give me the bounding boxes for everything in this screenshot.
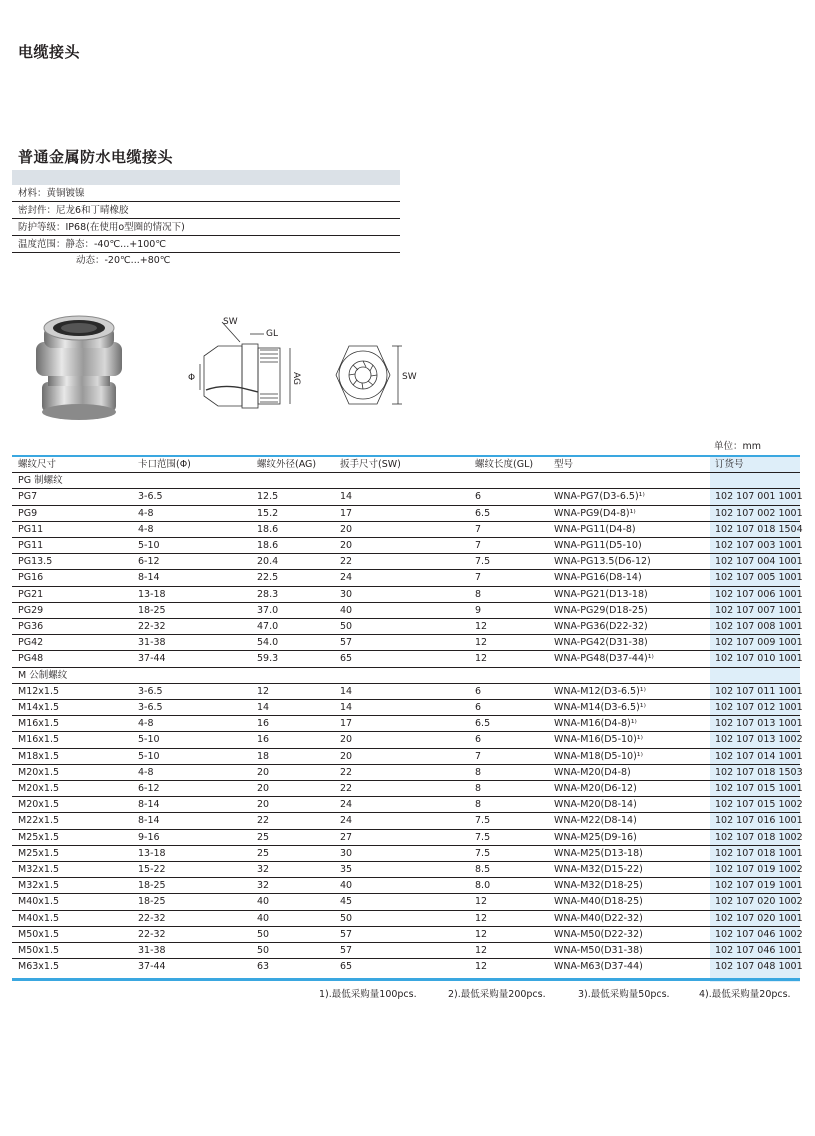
table-row [12,927,803,943]
table-cell: 102 107 018 1503 [715,766,803,778]
table-cell: 3-6.5 [138,685,163,697]
table-cell: 102 107 001 1001 [715,491,803,503]
table-cell: M25x1.5 [18,831,60,843]
table-cell: 14 [340,491,353,503]
table-cell: 22-32 [138,621,166,632]
table-cell: WNA-M16(D5-10)¹⁾ [554,734,643,746]
table-cell: 22.5 [257,572,279,584]
table-cell: 22 [340,556,353,568]
table-row [12,554,803,570]
table-cell: 卡口范围(Φ) [138,459,191,470]
table-cell: 18-25 [138,880,166,892]
table-cell: 20 [340,750,353,762]
table-cell: 20 [340,523,353,535]
table-cell: 37-44 [138,653,166,665]
table-row [12,635,803,651]
table-cell: 27 [340,831,353,843]
table-cell: 6 [475,685,482,697]
table-row [12,813,803,829]
table-cell: WNA-M18(D5-10)¹⁾ [554,750,643,762]
table-cell: 5-10 [138,750,160,762]
table-row [12,570,803,586]
table-cell: 8.5 [475,864,491,875]
table-cell: WNA-M22(D8-14) [554,815,637,827]
table-cell: 31-38 [138,637,166,649]
table-cell: 6.5 [475,718,491,730]
table-cell: 102 107 008 1001 [715,621,803,632]
table-cell: 102 107 002 1001 [715,507,803,519]
table-cell: 17 [340,718,353,730]
table-cell: 50 [340,912,353,924]
table-cell: 59.3 [257,653,279,665]
table-cell: WNA-PG42(D31-38) [554,637,648,649]
table-cell: 102 107 010 1001 [715,653,803,665]
table-cell: 型号 [554,459,574,470]
table-cell: 102 107 012 1001 [715,702,803,713]
cable-gland-photo [30,312,140,424]
table-row [12,587,803,603]
table-cell: 12 [475,653,488,665]
side-view-drawing [182,314,314,418]
table-cell: 螺纹外径(AG) [257,459,317,470]
spec-text: 密封件：尼龙6和丁晴橡胶 [18,205,129,216]
table-cell: 102 107 020 1001 [715,912,803,924]
table-cell: 40 [257,896,270,908]
table-cell: 12 [475,637,488,649]
table-cell: 40 [340,880,353,892]
table-cell: 螺纹尺寸 [18,459,57,470]
table-row [12,506,803,522]
table-cell: 8.0 [475,880,491,892]
table-cell: WNA-M40(D18-25) [554,896,643,908]
table-cell: 102 107 019 1002 [715,864,803,875]
table-cell: 102 107 016 1001 [715,815,803,827]
spec-text: 材料：黄铜镀镍 [18,188,85,199]
table-cell: 102 107 003 1001 [715,540,803,551]
label-gl: GL [266,329,278,339]
table-cell: 57 [340,928,353,940]
table-cell: M18x1.5 [18,750,60,762]
table-cell: 18.6 [257,540,279,551]
spec-protection [12,220,400,236]
table-cell: M32x1.5 [18,864,60,875]
unit-label: 单位：mm [714,441,762,452]
table-cell: M32x1.5 [18,880,60,892]
table-cell: 102 107 018 1001 [715,847,803,859]
table-row [12,797,803,813]
table-row [12,619,803,635]
table-cell: M40x1.5 [18,896,60,908]
table-cell: WNA-PG29(D18-25) [554,604,648,616]
table-cell: 102 107 005 1001 [715,572,803,584]
table-cell: M50x1.5 [18,928,60,940]
table-cell: 102 107 046 1002 [715,928,803,940]
footnote-2: 2).最低采购量200pcs. [448,989,546,1000]
table-cell: PG11 [18,540,44,551]
table-cell: 31-38 [138,945,166,956]
group-row-pg [12,473,800,489]
label-phi: Φ [188,373,196,383]
table-cell: 7 [475,540,482,551]
table-cell: 18.6 [257,523,279,535]
table-cell: 4-8 [138,718,154,730]
table-cell: 54.0 [257,637,279,649]
table-cell: 102 107 018 1002 [715,831,803,843]
table-cell: M50x1.5 [18,945,60,956]
table-cell: PG11 [18,523,44,535]
table-cell: 6-12 [138,556,160,568]
section-bar [12,170,400,185]
table-cell: 7 [475,523,482,535]
table-cell: PG9 [18,507,38,519]
table-cell: 28.3 [257,588,279,600]
table-cell: 22 [340,783,353,794]
table-cell: 65 [340,653,353,665]
table-cell: 102 107 020 1002 [715,896,803,908]
table-cell: 102 107 018 1504 [715,523,803,535]
table-cell: 12 [475,896,488,908]
table-cell: 25 [257,847,270,859]
table-cell: 6 [475,734,482,746]
table-cell: 22 [257,815,270,827]
table-cell: 8 [475,799,482,811]
table-cell: 37-44 [138,961,166,973]
table-cell: 18-25 [138,896,166,908]
table-row [12,522,803,538]
table-cell: 12.5 [257,491,279,503]
table-cell: WNA-PG9(D4-8)¹⁾ [554,507,636,519]
table-cell: 102 107 046 1001 [715,945,803,956]
group-row-m [12,668,800,684]
table-cell: WNA-M50(D31-38) [554,945,643,956]
front-view-drawing [318,336,422,414]
table-cell: 65 [340,961,353,973]
table-cell: 7.5 [475,847,491,859]
table-cell: 102 107 007 1001 [715,604,803,616]
table-cell: 8-14 [138,572,160,584]
table-cell: 7.5 [475,556,491,568]
table-cell: 15.2 [257,507,279,519]
table-row [12,603,803,619]
group-label: PG 制螺纹 [18,475,63,487]
table-cell: WNA-M20(D4-8) [554,766,631,778]
table-cell: 9 [475,604,482,616]
table-cell: M22x1.5 [18,815,60,827]
table-cell: M12x1.5 [18,685,60,697]
table-cell: 8 [475,783,482,794]
table-row [12,765,803,781]
table-cell: M25x1.5 [18,847,60,859]
spec-material [12,186,400,202]
table-cell: 102 107 014 1001 [715,750,803,762]
table-cell: WNA-PG7(D3-6.5)¹⁾ [554,491,645,503]
footnote-3: 3).最低采购量50pcs. [578,989,670,1000]
table-cell: 14 [257,702,270,713]
table-cell: WNA-M20(D6-12) [554,783,637,794]
table-row [12,684,803,700]
table-cell: 5-10 [138,540,160,551]
table-cell: 8-14 [138,799,160,811]
spec-temperature-static [12,237,400,253]
table-cell: PG36 [18,621,44,632]
table-cell: 63 [257,961,270,973]
table-cell: M20x1.5 [18,766,60,778]
table-cell: 12 [475,912,488,924]
table-row [12,651,803,667]
table-cell: 30 [340,588,353,600]
table-cell: 4-8 [138,766,154,778]
table-cell: M14x1.5 [18,702,60,713]
table-cell: 18-25 [138,604,166,616]
table-bottom-rule [12,978,800,981]
table-cell: 7 [475,750,482,762]
table-cell: WNA-M25(D13-18) [554,847,643,859]
table-cell: WNA-PG11(D5-10) [554,540,642,551]
table-cell: 13-18 [138,588,166,600]
table-cell: 102 107 006 1001 [715,588,803,600]
table-cell: 30 [340,847,353,859]
table-row [12,878,803,894]
table-cell: 6-12 [138,783,160,794]
table-cell: 12 [475,928,488,940]
table-cell: 12 [475,621,488,632]
table-cell: M40x1.5 [18,912,60,924]
section-title: 普通金属防水电缆接头 [18,148,174,166]
table-row [12,732,803,748]
table-cell: 17 [340,507,353,519]
label-sw-front: SW [402,372,417,382]
table-cell: 16 [257,718,270,730]
table-row [12,846,803,862]
table-cell: 22-32 [138,928,166,940]
table-cell: 3-6.5 [138,491,163,503]
label-sw: SW [223,317,238,327]
table-cell: PG16 [18,572,44,584]
table-cell: 螺纹长度(GL) [475,459,534,470]
table-cell: 8-14 [138,815,160,827]
table-cell: WNA-PG16(D8-14) [554,572,642,584]
table-row [12,911,803,927]
table-cell: WNA-M14(D3-6.5)¹⁾ [554,702,646,713]
table-cell: 50 [257,945,270,956]
table-cell: 12 [475,961,488,973]
table-row [12,894,803,910]
table-cell: 57 [340,945,353,956]
table-cell: 6.5 [475,507,491,519]
table-cell: 102 107 015 1002 [715,799,803,811]
table-cell: 57 [340,637,353,649]
table-cell: 20 [257,799,270,811]
table-cell: 20 [257,766,270,778]
table-cell: WNA-PG11(D4-8) [554,523,636,535]
table-row [12,781,803,797]
table-cell: PG48 [18,653,44,665]
table-cell: 102 107 048 1001 [715,961,803,973]
table-cell: 20.4 [257,556,279,568]
table-cell: WNA-M50(D22-32) [554,928,643,940]
table-cell: 9-16 [138,831,160,843]
spec-temperature-dynamic [12,253,400,269]
table-cell: 4-8 [138,507,154,519]
table-row [12,489,803,505]
table-cell: 24 [340,815,353,827]
table-cell: WNA-M12(D3-6.5)¹⁾ [554,685,646,697]
table-cell: 6 [475,491,482,503]
table-cell: 40 [340,604,353,616]
table-cell: 47.0 [257,621,279,632]
table-cell: 102 107 011 1001 [715,685,803,697]
table-cell: 8 [475,588,482,600]
table-row [12,862,803,878]
table-cell: 18 [257,750,270,762]
table-cell: 订货号 [715,459,744,470]
table-cell: 102 107 004 1001 [715,556,803,568]
table-cell: 4-8 [138,523,154,535]
table-cell: 12 [257,685,270,697]
table-cell: PG42 [18,637,44,649]
table-row [12,749,803,765]
table-cell: 32 [257,880,270,892]
table-cell: 35 [340,864,353,875]
spec-text: 温度范围：静态：-40℃...+100℃ [18,239,167,250]
table-cell: 5-10 [138,734,160,746]
table-header [12,457,800,473]
table-cell: WNA-M40(D22-32) [554,912,643,924]
spec-text: 防护等级：IP68(在使用o型圈的情况下) [18,222,185,233]
table-cell: M16x1.5 [18,718,60,730]
table-cell: PG29 [18,604,44,616]
spec-text: 动态：-20℃...+80℃ [76,255,171,266]
table-cell: PG21 [18,588,44,600]
table-cell: 20 [257,783,270,794]
spec-seal [12,203,400,219]
table-cell: 7.5 [475,815,491,827]
table-cell: 50 [340,621,353,632]
group-label: M 公制螺纹 [18,669,68,681]
table-row [12,959,803,975]
table-cell: 37.0 [257,604,279,616]
table-cell: 45 [340,896,353,908]
table-cell: 14 [340,685,353,697]
table-cell: 14 [340,702,353,713]
table-row [12,538,803,554]
table-cell: 102 107 009 1001 [715,637,803,649]
table-cell: 102 107 015 1001 [715,783,803,794]
table-cell: 3-6.5 [138,702,163,713]
table-cell: 24 [340,799,353,811]
page-title: 电缆接头 [18,43,81,61]
table-cell: WNA-PG36(D22-32) [554,621,648,632]
table-cell: M63x1.5 [18,961,60,973]
table-cell: 40 [257,912,270,924]
footnote-4: 4).最低采购量20pcs. [699,989,791,1000]
table-cell: 20 [340,540,353,551]
table-cell: WNA-M32(D18-25) [554,880,643,892]
table-cell: 13-18 [138,847,166,859]
table-cell: WNA-M25(D9-16) [554,831,637,843]
table-cell: PG7 [18,491,38,503]
table-cell: 22 [340,766,353,778]
table-cell: 102 107 013 1002 [715,734,803,746]
table-cell: 102 107 013 1001 [715,718,803,730]
table-cell: 7 [475,572,482,584]
label-ag: AG [291,372,301,385]
table-cell: 25 [257,831,270,843]
table-cell: WNA-M20(D8-14) [554,799,637,811]
table-cell: 15-22 [138,864,166,875]
table-cell: WNA-M32(D15-22) [554,864,643,875]
table-cell: 12 [475,945,488,956]
footnote-1: 1).最低采购量100pcs. [319,989,417,1000]
table-cell: WNA-M16(D4-8)¹⁾ [554,718,637,730]
table-cell: 16 [257,734,270,746]
table-cell: 22-32 [138,912,166,924]
table-cell: 50 [257,928,270,940]
table-row [12,700,803,716]
table-cell: M20x1.5 [18,783,60,794]
table-cell: 8 [475,766,482,778]
table-row [12,716,803,732]
table-cell: WNA-PG48(D37-44)¹⁾ [554,653,654,665]
table-row [12,830,803,846]
table-cell: 102 107 019 1001 [715,880,803,892]
table-cell: 32 [257,864,270,875]
table-cell: M20x1.5 [18,799,60,811]
table-cell: 24 [340,572,353,584]
table-cell: 7.5 [475,831,491,843]
table-cell: WNA-PG13.5(D6-12) [554,556,651,568]
table-cell: 20 [340,734,353,746]
table-cell: WNA-M63(D37-44) [554,961,643,973]
table-cell: M16x1.5 [18,734,60,746]
table-row [12,943,803,959]
table-cell: WNA-PG21(D13-18) [554,588,648,600]
table-cell: 6 [475,702,482,713]
table-cell: 扳手尺寸(SW) [340,459,401,470]
table-cell: PG13.5 [18,556,53,568]
